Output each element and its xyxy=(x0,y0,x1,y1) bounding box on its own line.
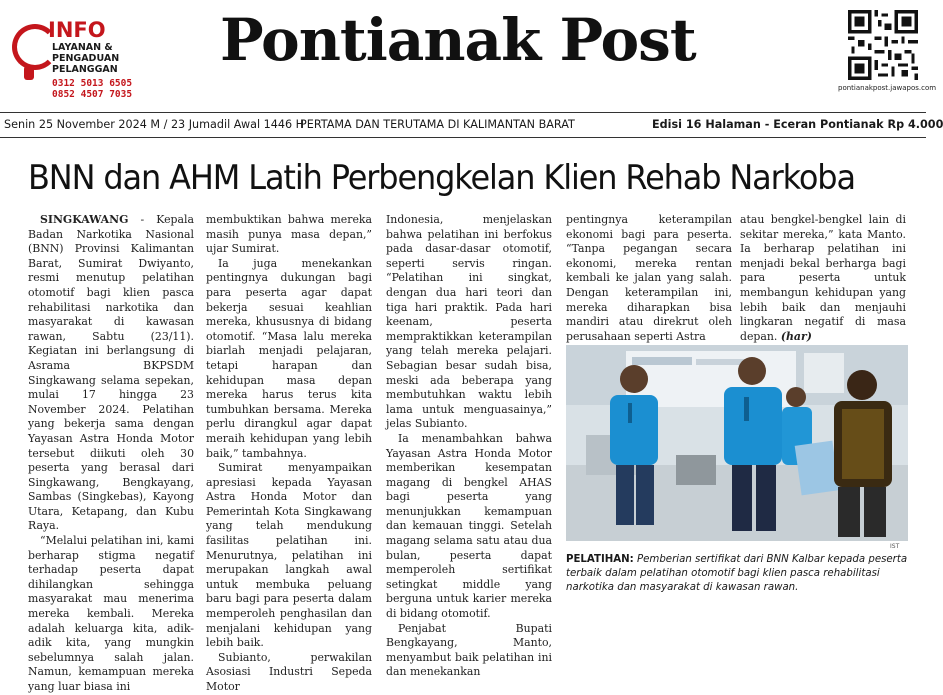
paragraph: Indonesia, menjelaskan bahwa pelatihan ini berfokus pada dasar-dasar otomotif, seperti servis ringan. “Pelatihan ini singkat, dengan dua hari teori dan tiga hari praktik. Pada hari keenam, peserta mempraktikkan keterampilan yang telah mereka pelajari. Sebagian besar sudah bisa, meski ada beberapa yang membutuhkan waktu lebih lama untuk menguasainya,” jelas Subianto. xyxy=(386,213,552,431)
edition-price: Edisi 16 Halaman - Eceran Pontianak Rp 4.000 xyxy=(652,118,943,131)
paragraph: Sumirat menyampaikan apresiasi kepada Yayasan Astra Honda Motor dan Pemerintah Kota Singkawang yang telah mendukung fasilitas pelatihan ini. Menurutnya, pelatihan ini merupakan langkah awal untuk membuka peluang baru bagi para peserta dalam memperoleh penghasilan dan menjalani kehidupan yang lebih baik. xyxy=(206,461,372,650)
paragraph: Penjabat Bupati Bengkayang, Manto, menyambut baik pelatihan ini dan menekankan xyxy=(386,621,552,679)
article-column-5 xyxy=(740,213,906,344)
caption-lead: PELATIHAN: xyxy=(566,554,634,565)
article-column-2 xyxy=(206,213,372,695)
article-photo xyxy=(566,345,908,541)
article-column-3 xyxy=(386,213,552,680)
paragraph: Ia menambahkan bahwa Yayasan Astra Honda Motor memberikan kesempatan magang di bengkel AHAS bagi peserta yang menunjukkan kemampuan dan kemauan tinggi. Setelah magang selama satu atau dua bulan, peserta dapat memperoleh sertifikat setingkat middle yang berguna untuk karier mereka di bidang otomotif. xyxy=(386,431,552,621)
article-column-1 xyxy=(28,213,194,695)
photo-credit: IST xyxy=(890,543,900,550)
dateline-bar xyxy=(0,112,943,138)
paragraph: Ia juga menekankan pentingnya dukungan bagi para peserta agar dapat bekerja sesuai keahlian mereka, khususnya di bidang otomotif. “Masa lalu mereka biarlah menjadi pelajaran, tetapi harapan dan kehidupan masa depan mereka harus terus kita tumbuhkan bersama. Mereka perlu dirangkul agar dapat meraih kehidupan yang lebih baik,” tambahnya. xyxy=(206,256,372,460)
caption-text: Pemberian sertifikat dari BNN Kalbar kepada peserta terbaik dalam pelatihan otomotif bagi klien pasca rehabilitasi narkotika dan masyarakat di kawasan rawan. xyxy=(566,554,908,593)
info-logo-phone1: 0312 5013 6505 xyxy=(52,78,133,89)
article-column-4 xyxy=(566,213,732,344)
paragraph: pentingnya keterampilan ekonomi bagi para peserta. “Tanpa pegangan secara ekonomi, mereka rentan kembali ke jalan yang salah. Dengan keterampilan ini, mereka diharapkan bisa mandiri atau direkrut oleh perusahaan seperti Astra xyxy=(566,213,732,343)
dateline-location: SINGKAWANG xyxy=(40,213,129,226)
photo-caption xyxy=(566,553,908,595)
info-logo-phone2: 0852 4507 7035 xyxy=(52,89,133,100)
info-service-logo xyxy=(10,8,140,108)
info-logo-line3: PELANGGAN xyxy=(52,64,118,75)
certificate-ceremony-illustration xyxy=(566,345,908,541)
newspaper-header xyxy=(0,0,937,112)
qr-code-icon xyxy=(848,10,918,80)
paragraph: atau bengkel-bengkel lain di sekitar mereka,” kata Manto. Ia berharap pelatihan ini menjadi bekal berharga bagi para peserta untuk membangun kehidupan yang lebih baik dan menjauhi lingkaran negatif di masa depan. xyxy=(740,213,906,343)
author-initials: (har) xyxy=(780,329,812,343)
info-logo-line2: PENGADUAN xyxy=(52,53,120,64)
microphone-icon xyxy=(24,66,34,80)
qr-url: pontianakpost.jawapos.com xyxy=(838,84,937,92)
info-logo-title: INFO xyxy=(48,18,106,42)
info-logo-line1: LAYANAN & xyxy=(52,42,113,53)
paragraph: Subianto, perwakilan Asosiasi Industri Sepeda Motor xyxy=(206,650,372,693)
paragraph: “Melalui pelatihan ini, kami berharap stigma negatif terhadap peserta dapat dihilangkan sehingga masyarakat mau menerima mereka kembali. Mereka adalah keluarga kita, adik-adik kita, yang mungkin sebelumnya salah jalan. Namun, kemampuan mereka yang luar biasa ini xyxy=(28,534,194,693)
issue-date: Senin 25 November 2024 M / 23 Jumadil Awal 1446 H xyxy=(4,118,305,131)
paragraph: - Kepala Badan Narkotika Nasional (BNN) Provinsi Kalimantan Barat, Sumirat Dwiyanto, resmi menutup pelatihan otomotif bagi klien pasca rehabilitasi narkotika dan masyarakat di kawasan rawan, Sabtu (23/11). Kegiatan ini berlangsung di Asrama BKPSDM Singkawang selama sepekan, mulai 17 hingga 23 November 2024. Pelatihan yang bekerja sama dengan Yayasan Astra Honda Motor tersebut diikuti oleh 30 peserta yang berasal dari Singkawang, Bengkayang, Sambas (Singkebas), Kayong Utara, Ketapang, dan Kubu Raya. xyxy=(28,213,194,533)
paragraph: membuktikan bahwa mereka masih punya masa depan,” ujar Sumirat. xyxy=(206,213,372,256)
newspaper-masthead: Pontianak Post xyxy=(220,6,696,74)
article-headline: BNN dan AHM Latih Perbengkelan Klien Rehab Narkoba xyxy=(28,158,855,198)
tagline: PERTAMA DAN TERUTAMA DI KALIMANTAN BARAT xyxy=(300,118,575,131)
